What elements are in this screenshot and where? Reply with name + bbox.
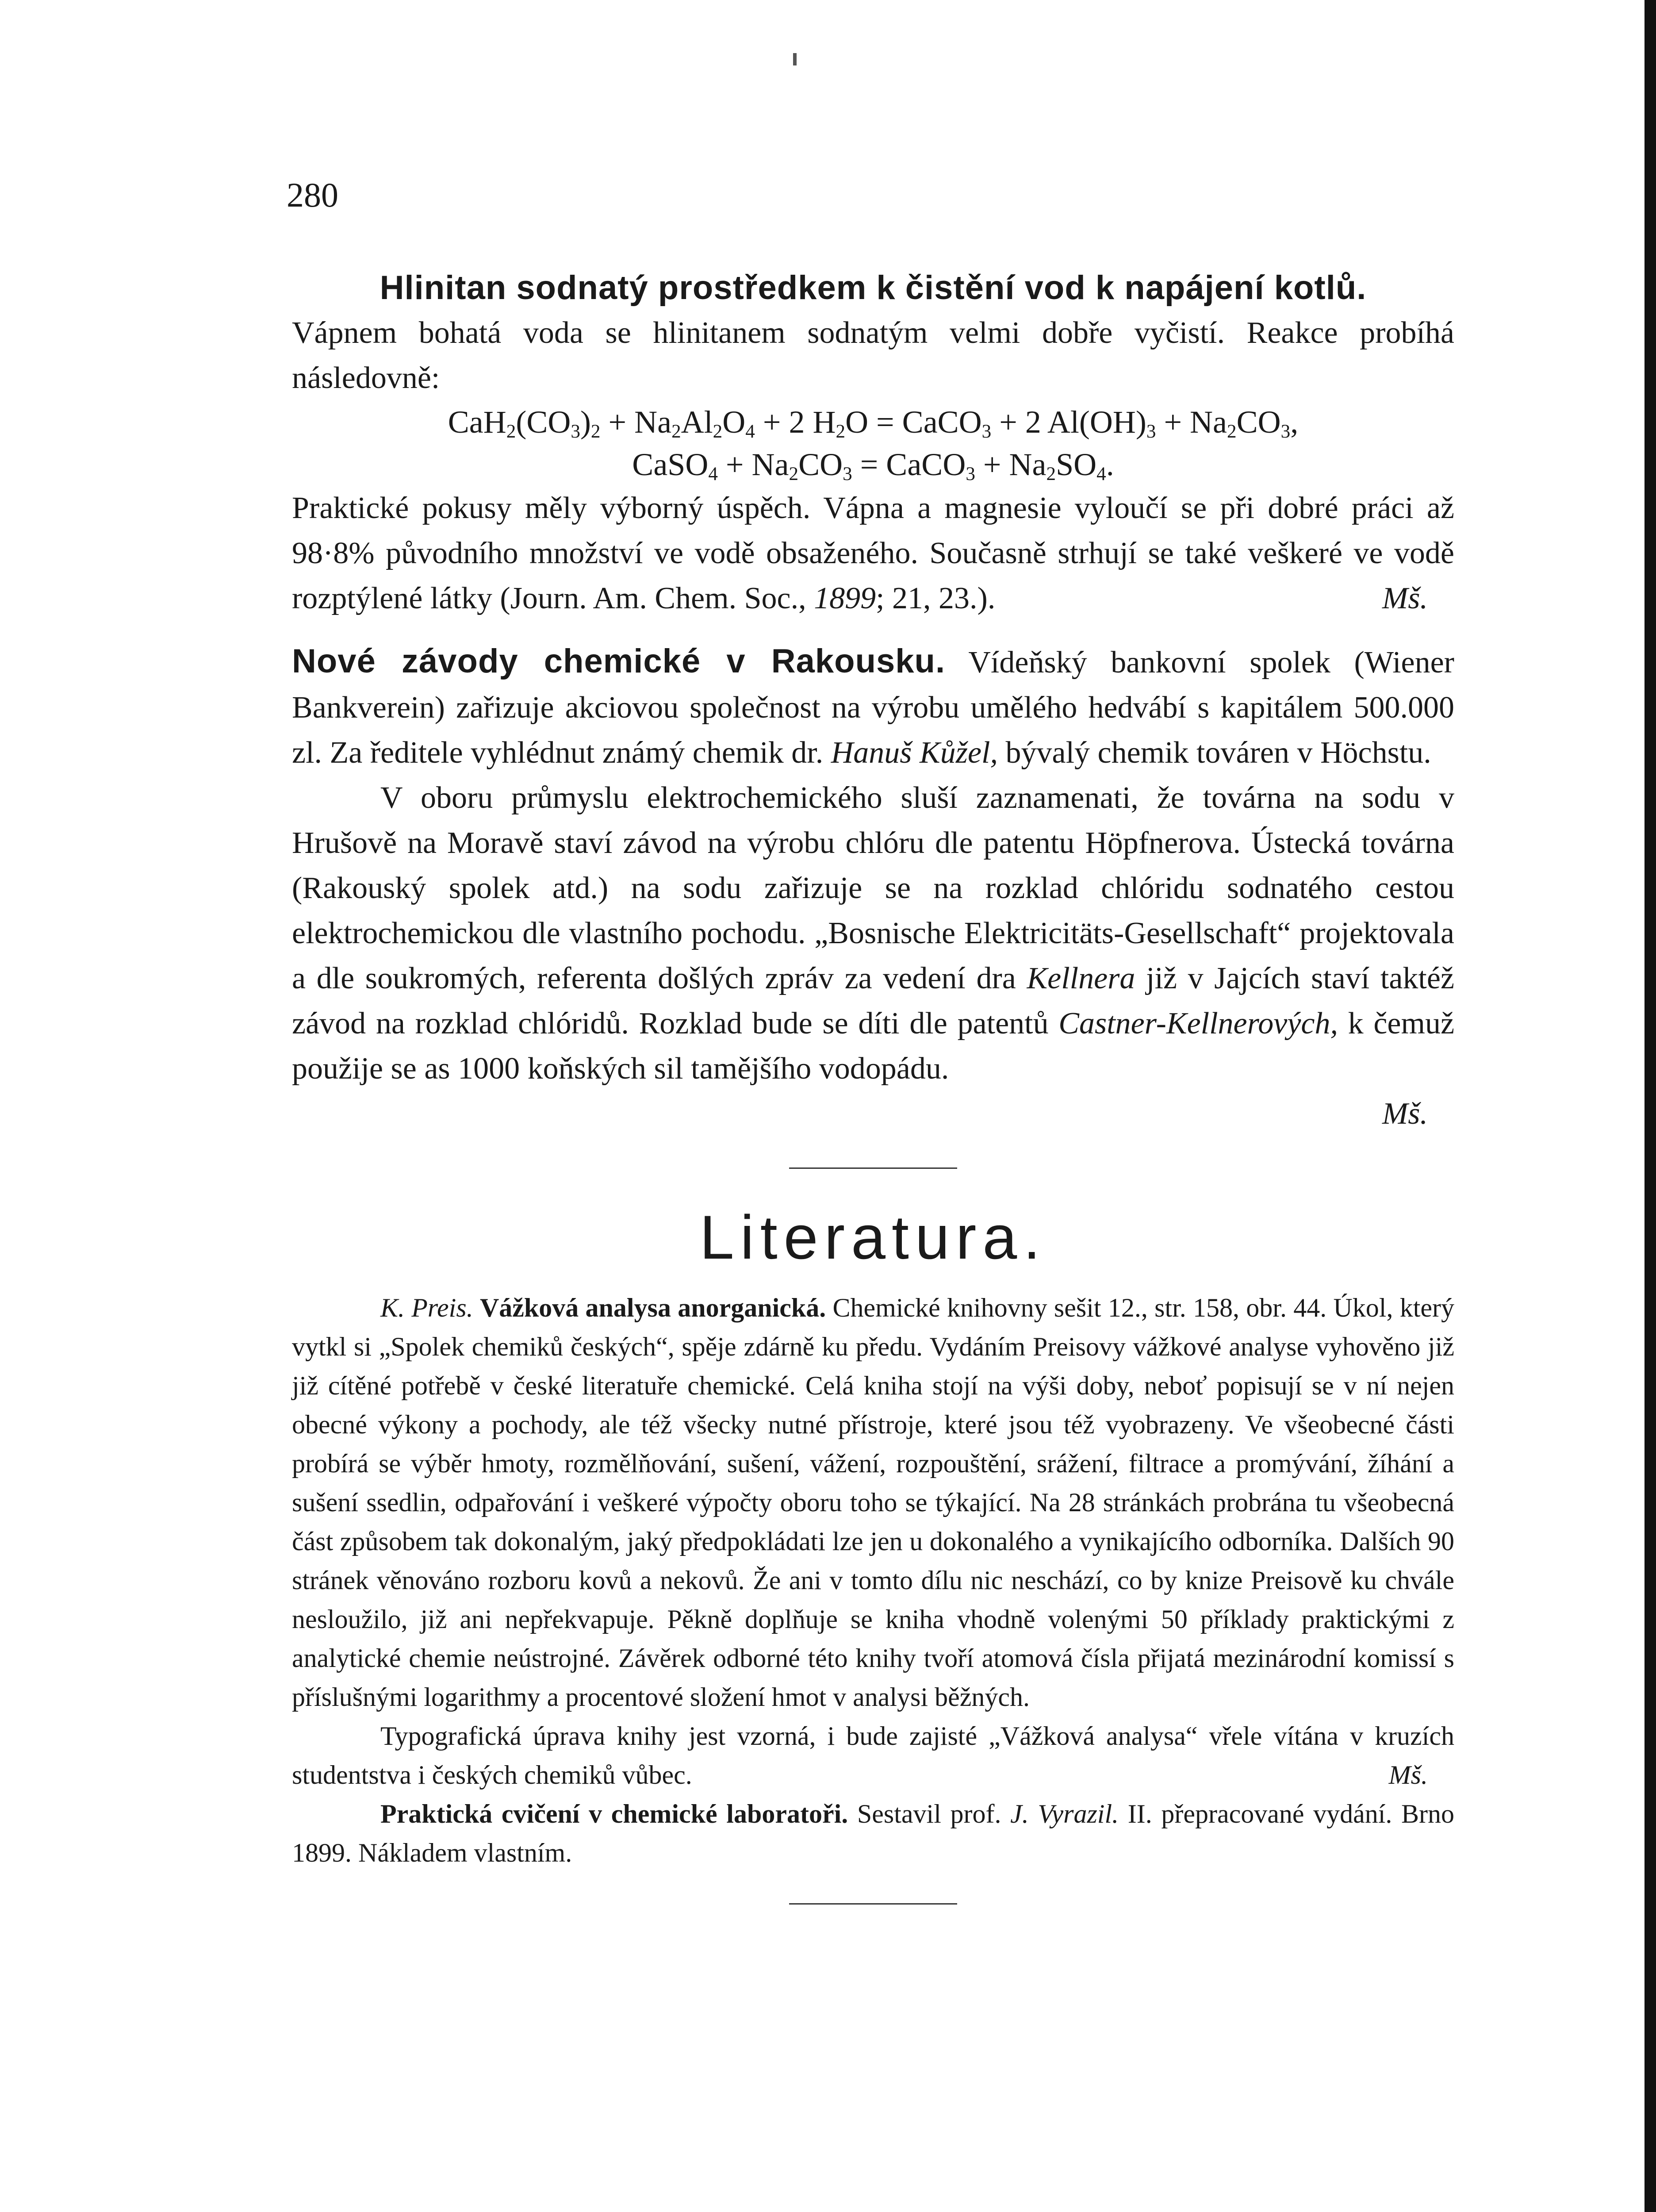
review-book-title: Vážková analysa anorganická. [479, 1293, 826, 1322]
review-vazkova-analysa: K. Preis. Vážková analysa anorganická. Chemické knihovny sešit 12., str. 158, obr. 44. Úkol, který vytkl si „Spolek chemiků českých“, spěje zdárně ku předu. Vydáním Preisovy vážkové analyse vyhověno již již cítěné potřebě v české literatuře chemické. Celá kniha stojí na výši doby, neboť popisují se v ní nejen obecné výkony a pochody, ale též všecky nutné přístroje, které jsou též vyobrazeny. Ve všeobecné části probírá se výběr hmoty, rozmělňování, sušení, vážení, rozpouštění, srážení, filtrace a promývání, žíhání a sušení ssedlin, odpařování i veškeré výpočty oboru toho se týkající. Na 28 stránkách probrána tu všeobecná část způsobem tak dokonalým, jaký předpokládati lze jen u dokonalého a vynikajícího odborníka. Dalších 90 stránek věnováno rozboru kovů a nekovů. Že ani v tomto dílu nic neschází, co by knize Preisově ku chvále nesloužilo, již ani nepřekvapuje. Pěkně doplňuje se kniha vhodně volenými 50 příklady praktickými z analytické chemie neústrojné. Závěrek odborné této knihy tvoří atomová čísla přijatá mezinárodní komissí s příslušnými logarithmy a procentové složení hmot v analysi běžných. [292, 1293, 1455, 1712]
divider [789, 1167, 957, 1169]
chemical-equation-1: $CaH_2(CO_3)_2 + Na_2Al_2O_4 + 2$ $H_2O$ = CaCO$_3$ + 2 $Al(OH)_3 + Na_2CO_3$, [448, 404, 1299, 442]
section-title: Literatura. [699, 1202, 1047, 1272]
article-title: Hlinitan sodnatý prostředkem k čistění vod k napájení kotlů. [380, 269, 1367, 307]
person-name: Kellnera [1027, 961, 1135, 995]
review-author: J. Vyrazil. [1010, 1799, 1119, 1828]
review-paragraph: Typografická úprava knihy jest vzorná, i bude zajisté „Vážková analysa“ vřele vítána v kruzích studentstva i českých chemiků vůbec. Mš. [292, 1717, 1454, 1794]
scan-mark [793, 53, 797, 65]
page-number: 280 [287, 176, 338, 214]
article-paragraph: V oboru průmyslu elektrochemického sluší zaznamenati, že továrna na sodu v Hrušově na Moravě staví závod na výrobu chlóru dle patentu Höpfnerova. Ústecká továrna (Rakouský spolek atd.) na sodu zařizuje se na rozklad chlóridu sodnatého cestou elektrochemickou dle vlastního pochodu. „Bosnische Elektricitäts-Gesellschaft“ projektovala a dle soukromých, referenta došlých zpráv za vedení dra Kellnera již v Jajcích staví taktéž závod na rozklad chlóridů. Rozklad bude se díti dle patentů Castner-Kellnerových, k čemuž použije se as 1000 koňských sil tamějšího vodopádu. [292, 781, 1455, 1086]
article-body: Praktické pokusy měly výborný úspěch. Vápna a magnesie vyloučí se při dobré práci až 98·8% původního množství ve vodě obsaženého. Současně strhují se také veškeré ve vodě rozptýlené látky (Journ. Am. Chem. Soc., 1899; 21, 23.). Mš. [292, 486, 1454, 621]
review-author: K. Preis. [380, 1293, 473, 1322]
article-intro: Vápnem bohatá voda se hlinitanem sodnatým velmi dobře vyčistí. Reakce probíhá následovně: [292, 316, 1454, 395]
page-content [292, 265, 1454, 1936]
signature: Mš. [1382, 1097, 1428, 1131]
review-book-title: Praktická cvičení v chemické laboratoři. [380, 1799, 848, 1828]
article-title: Nové závody chemické v Rakousku. [292, 642, 946, 680]
signature: Mš. [1388, 1760, 1428, 1790]
article-hlinitan [292, 265, 1454, 401]
chemical-equation-2: CaSO$_4$ + $Na_2CO_3$ = CaCO$_3$ + $Na_2SO_4$. [632, 447, 1114, 484]
scan-edge [1644, 0, 1656, 2212]
review-prakticka-cviceni: Praktická cvičení v chemické laboratoři. Sestavil prof. J. Vyrazil. II. přepracované vydání. Brno 1899. Nákladem vlastním. [292, 1799, 1455, 1867]
article-nove-zavody: Nové závody chemické v Rakousku. Vídeňský bankovní spolek (Wiener Bankverein) zařizuje akciovou společnost na výrobu umělého hedvábí s kapitálem 500.000 zl. Za ředitele vyhlédnut známý chemik dr. Hanuš Kůžel, bývalý chemik továren v Höchstu. [292, 642, 1454, 770]
person-name: Hanuš Kůžel, [831, 736, 998, 770]
patent-name: Castner-Kellnerových, [1058, 1006, 1338, 1041]
ref-year: 1899 [814, 581, 876, 615]
signature: Mš. [1382, 581, 1428, 615]
divider [789, 1903, 957, 1905]
